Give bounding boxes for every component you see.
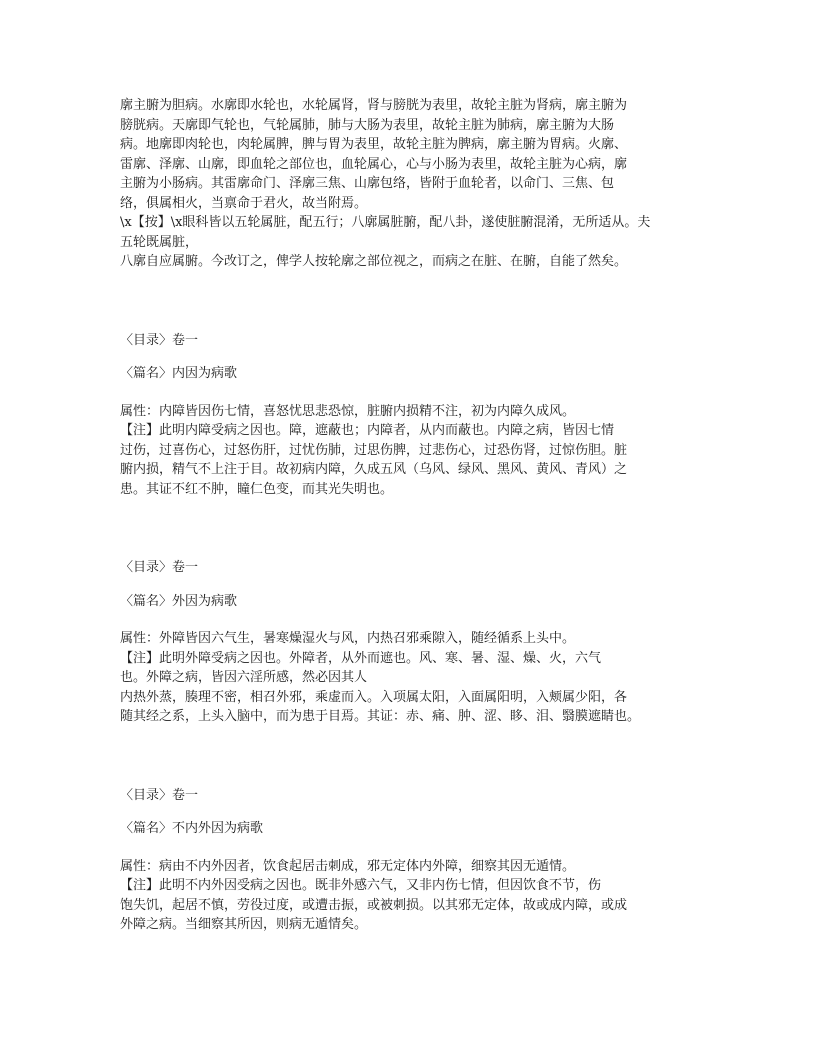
text-line: 膀胱病。天廓即气轮也，气轮属肺，肺与大肠为表里，故轮主脏为肺病，廓主腑为大肠 (120, 117, 615, 133)
section-external-cause (120, 558, 705, 727)
text-line: 雷廓、泽廓、山廓，即血轮之部位也，血轮属心，心与小肠为表里，故轮主脏为心病，廓 (120, 156, 628, 172)
text-line: 饱失饥，起居不慎，劳役过度，或遭击振，或被刺损。以其邪无定体，故或成内障，或成 (120, 897, 628, 913)
text-line: 患。其证不红不肿，瞳仁色变，而其光失明也。 (120, 481, 394, 497)
text-line: \x【按】\x眼科皆以五轮属脏，配五行；八廓属脏腑，配八卦，遂使脏腑混淆，无所适从。夫 (120, 215, 651, 230)
text-line: 主腑为小肠病。其雷廓命门、泽廓三焦、山廓包络，皆附于血轮者，以命门、三焦、包 (120, 176, 615, 191)
text-line: 也。外障之病，皆因六淫所感，然必因其人 (120, 670, 368, 685)
chapter-title: 〈篇名〉外因为病歌 (120, 593, 238, 609)
text-line: 五轮既属脏， (120, 234, 199, 250)
text-line: 过伤，过喜伤心，过怒伤肝，过忧伤肺，过思伤脾，过悲伤心，过恐伤肾，过惊伤胆。脏 (120, 442, 628, 458)
text-line: 腑内损，精气不上注于目。故初病内障，久成五风（乌风、绿风、黑风、黄风、青风）之 (120, 462, 628, 477)
text-line: 外障之病。当细察其所因，则病无遁情矣。 (120, 917, 368, 932)
text-line: 【注】此明外障受病之因也。外障者，从外而遮也。风、寒、暑、湿、燥、火，六气 (120, 650, 602, 666)
text-line: 属性：病由不内外因者，饮食起居击刺成，邪无定体内外障，细察其因无遁情。 (120, 858, 576, 874)
catalog-heading: 〈目录〉卷一 (120, 787, 199, 803)
section-neither-cause (120, 786, 705, 935)
text-line: 【注】此明内障受病之因也。障，遮蔽也；内障者，从内而蔽也。内障之病，皆因七情 (120, 423, 615, 438)
document-page (120, 96, 705, 935)
catalog-heading: 〈目录〉卷一 (120, 332, 199, 348)
text-line: 廓主腑为胆病。水廓即水轮也，水轮属肾，肾与膀胱为表里，故轮主脏为肾病，廓主腑为 (120, 98, 628, 113)
intro-paragraph (120, 96, 705, 272)
text-line: 络，俱属相火，当禀命于君火，故当附焉。 (120, 195, 368, 211)
text-line: 病。地廓即肉轮也，肉轮属脾，脾与胃为表里，故轮主脏为脾病，廓主腑为胃病。火廓、 (120, 137, 628, 152)
text-line: 随其经之系，上头入脑中，而为患于目焉。其证：赤、痛、肿、涩、眵、泪、翳膜遮睛也。 (120, 709, 641, 724)
chapter-title: 〈篇名〉不内外因为病歌 (120, 821, 264, 836)
catalog-heading: 〈目录〉卷一 (120, 560, 199, 575)
text-line: 属性：内障皆因伤七情，喜怒忧思悲恐惊，脏腑内损精不注，初为内障久成风。 (120, 403, 576, 419)
section-internal-cause (120, 331, 705, 500)
text-line: 八廓自应属腑。今改订之，俾学人按轮廓之部位视之，而病之在脏、在腑，自能了然矣。 (120, 254, 628, 269)
text-line: 【注】此明不内外因受病之因也。既非外感六气，又非内伤七情，但因饮食不节，伤 (120, 878, 602, 893)
text-line: 内热外蒸，腠理不密，相召外邪，乘虚而入。入项属太阳，入面属阳明，入颊属少阳，各 (120, 689, 628, 705)
text-line: 属性：外障皆因六气生，暑寒燥湿火与风，内热召邪乘隙入，随经循系上头中。 (120, 631, 576, 646)
chapter-title: 〈篇名〉内因为病歌 (120, 366, 238, 381)
